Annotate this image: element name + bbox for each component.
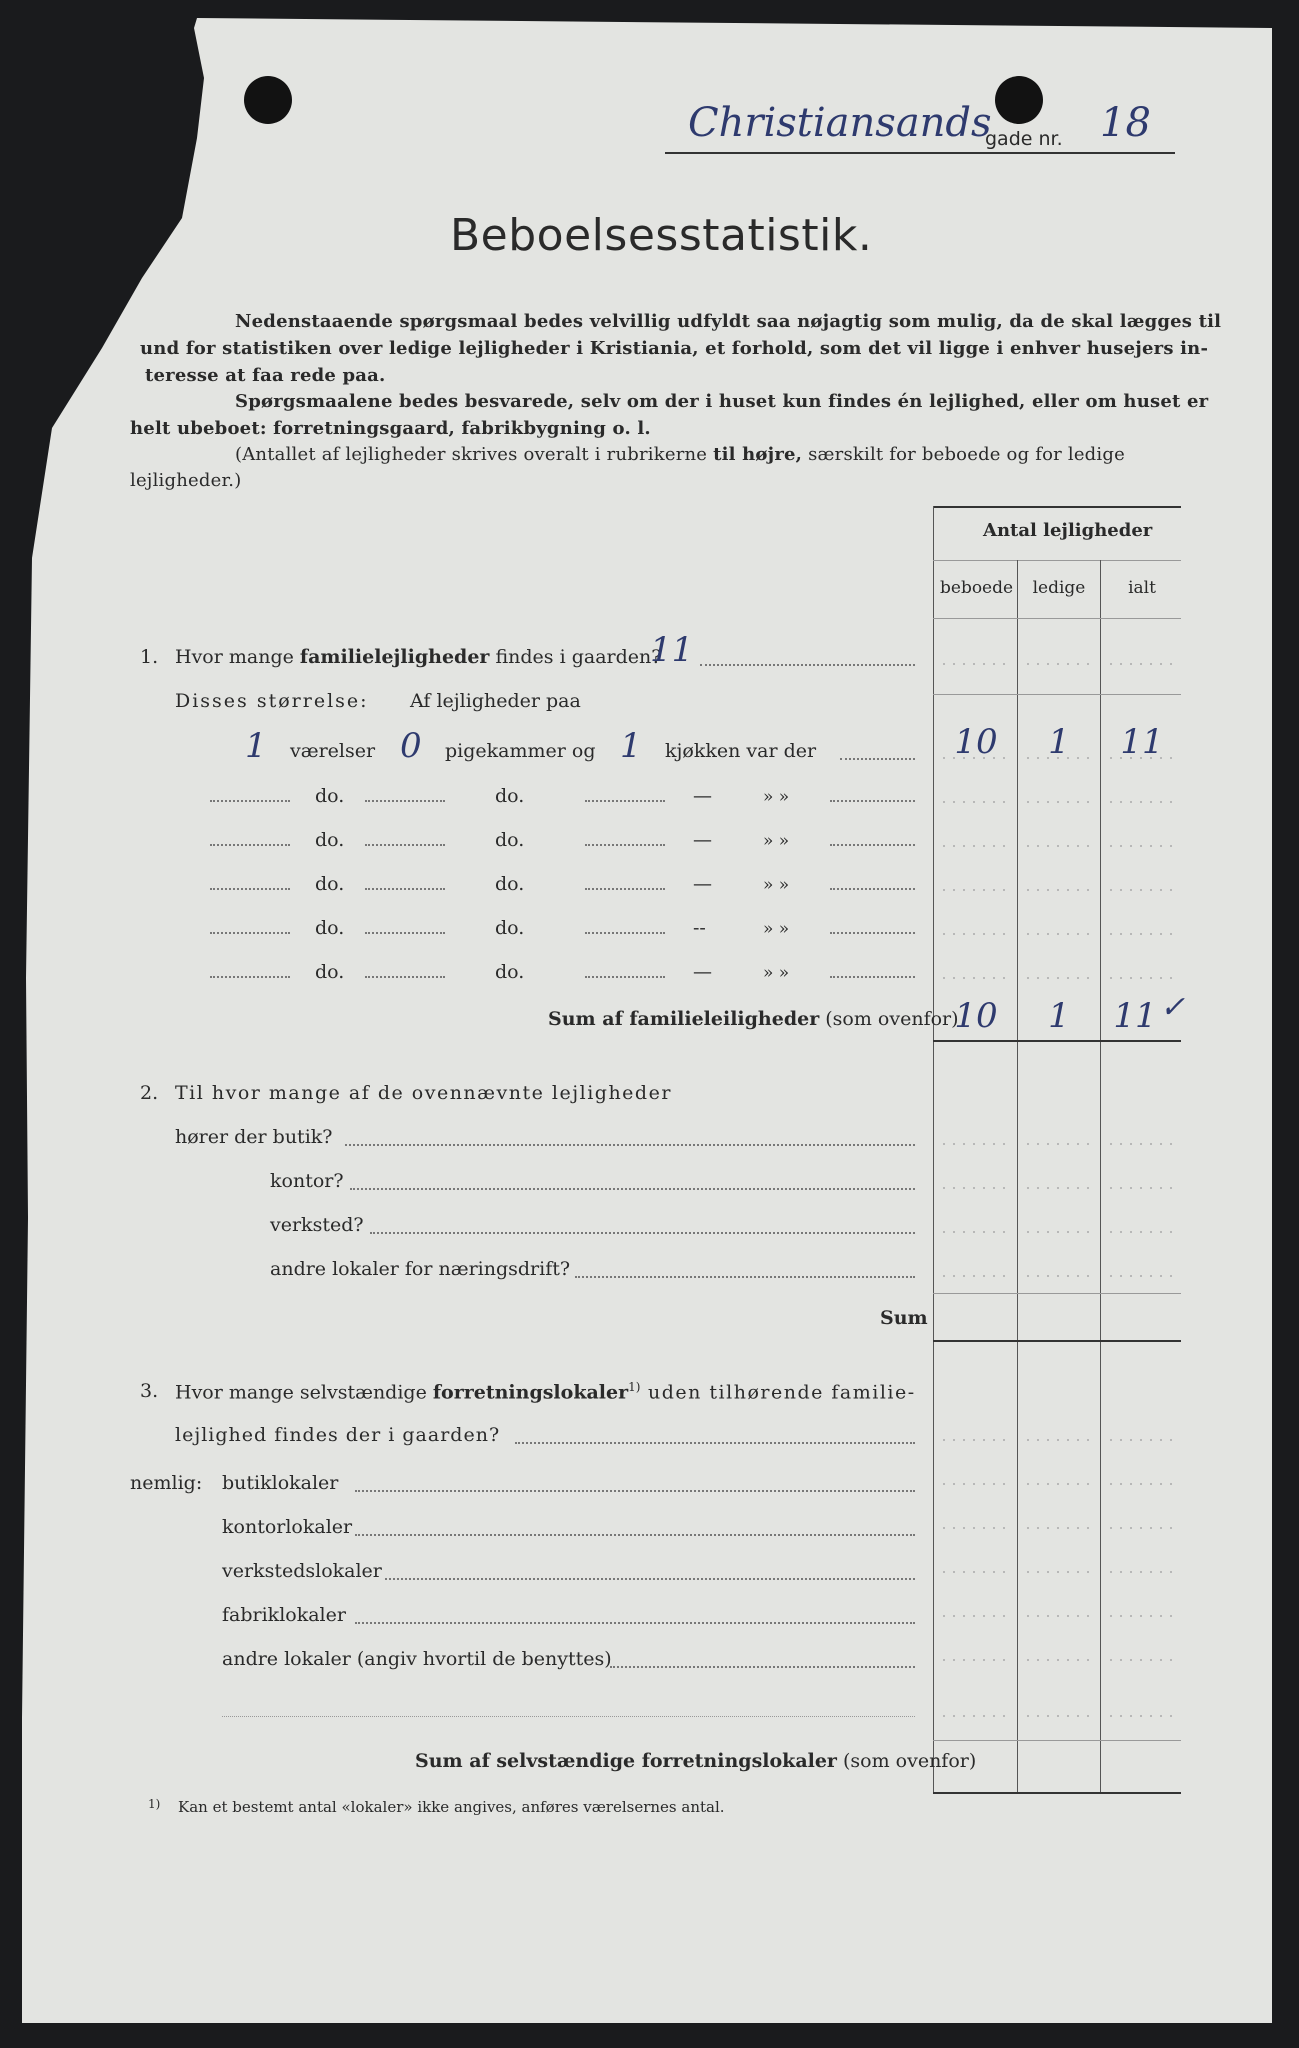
row1-varelser-label: værelser [290, 740, 376, 762]
q1-sizes-label-2: Af lejligheder paa [410, 690, 581, 712]
q3-question: Hvor mange selvstændige forretningslokaler$^{1)}$ uden tilhørende familie- [175, 1380, 916, 1404]
q3-sum-border [933, 1792, 1181, 1794]
q3-blank-line [222, 1716, 915, 1717]
q2-kontor-dots [350, 1188, 915, 1190]
row1-varelser-count: 1 [245, 726, 267, 766]
q3-item-dots [385, 1578, 915, 1580]
row1-pigekammer-count: 0 [400, 726, 422, 766]
q2-butik: hører der butik? [175, 1126, 333, 1148]
sum-beboede-value: 10 [954, 996, 998, 1036]
street-underline [665, 152, 1175, 154]
table-top-border [933, 506, 1181, 508]
row1-kjokken-label: kjøkken var der [665, 740, 817, 762]
q1-answer-handwritten: 11 [650, 630, 694, 670]
q3-item-dots [355, 1490, 915, 1492]
intro-line-6: (Antallet af lejligheder skrives overalt i rubrikerne til højre, særskilt for beboede og for ledige [235, 444, 1125, 465]
row1-ialt-value: 11 [1120, 722, 1164, 762]
q1-sum-label: Sum af familieleiligheder (som ovenfor) [548, 1008, 959, 1030]
q3-item-andre: andre lokaler (angiv hvortil de benyttes) [222, 1648, 612, 1670]
q1-question: Hvor mange familielejligheder findes i gaarden? [175, 646, 662, 668]
q2-verksted-dots [370, 1232, 915, 1234]
intro-line-5: helt ubeboet: forretningsgaard, fabrikbygning o. l. [130, 418, 651, 439]
q3-sum-label: Sum af selvstændige forretningslokaler (som ovenfor) [415, 1750, 977, 1772]
check-mark: ✓ [1160, 990, 1186, 1025]
row1-pigekammer-label: pigekammer og [445, 740, 596, 762]
q3-item-dots [355, 1534, 915, 1536]
page-title: Beboelsesstatistik. [450, 210, 873, 261]
row1-kjokken-count: 1 [620, 726, 642, 766]
q1-number: 1. [140, 646, 159, 668]
table-header-divider [933, 560, 1181, 561]
row1-ledige-value: 1 [1048, 722, 1070, 762]
table-left-border [933, 506, 934, 1793]
intro-line-2: und for statistiken over ledige lejligheder i Kristiania, et forhold, som det vil ligge i enhver husejers in- [140, 338, 1209, 359]
intro-line-3: teresse at faa rede paa. [145, 365, 386, 386]
footnote-text: Kan et bestemt antal «lokaler» ikke angives, anføres værelsernes antal. [178, 1798, 725, 1816]
q3-item-fabriklokaler: fabriklokaler [222, 1604, 346, 1626]
intro-line-1: Nedenstaaende spørgsmaal bedes velvillig udfyldt saa nøjagtig som mulig, da de skal lægges til [235, 311, 1222, 332]
footnote-mark: 1) [148, 1797, 161, 1811]
gade-nr-label: gade nr. [985, 128, 1063, 150]
q1-sizes-label: Disses størrelse: [175, 690, 369, 712]
intro-line-7: lejligheder.) [130, 470, 242, 491]
row1-leader-dots [840, 758, 915, 760]
q3-item-verkstedslokaler: verkstedslokaler [222, 1560, 382, 1582]
table-dot-guides [935, 618, 1181, 1792]
q2-kontor: kontor? [270, 1170, 344, 1192]
street-name-handwritten: Christiansands [688, 100, 992, 146]
q3-item-butiklokaler: butiklokaler [222, 1472, 339, 1494]
table-group-header: Antal lejligheder [983, 520, 1153, 541]
q3-dots [515, 1442, 915, 1444]
col-header-ialt: ialt [1128, 578, 1156, 598]
col-header-beboede: beboede [940, 578, 1014, 598]
row1-beboede-value: 10 [954, 722, 998, 762]
punch-hole-left [244, 76, 292, 124]
sum-ialt-value: 11 [1113, 996, 1157, 1036]
house-number-handwritten: 18 [1100, 100, 1151, 146]
intro-line-4: Spørgsmaalene bedes besvarede, selv om der i huset kun findes én lejlighed, eller om huset er [235, 391, 1209, 412]
q3-item-kontorlokaler: kontorlokaler [222, 1516, 353, 1538]
q2-andre-dots [575, 1276, 915, 1278]
q2-number: 2. [140, 1082, 159, 1104]
q1-leader-dots [700, 664, 915, 666]
q3-nemlig: nemlig: [130, 1472, 203, 1494]
q2-sum-label: Sum [880, 1307, 928, 1329]
col-header-ledige: ledige [1032, 578, 1086, 598]
q2-andre: andre lokaler for næringsdrift? [270, 1258, 571, 1280]
q3-question-line2: lejlighed findes der i gaarden? [175, 1424, 501, 1446]
q3-item-dots [355, 1622, 915, 1624]
q3-item-dots [610, 1666, 915, 1668]
q2-verksted: verksted? [270, 1214, 364, 1236]
q3-number: 3. [140, 1380, 159, 1402]
sum-ledige-value: 1 [1048, 996, 1070, 1036]
q2-question: Til hvor mange af de ovennævnte lejligheder [175, 1082, 672, 1104]
punch-hole-right [995, 76, 1043, 124]
q2-butik-dots [345, 1144, 915, 1146]
